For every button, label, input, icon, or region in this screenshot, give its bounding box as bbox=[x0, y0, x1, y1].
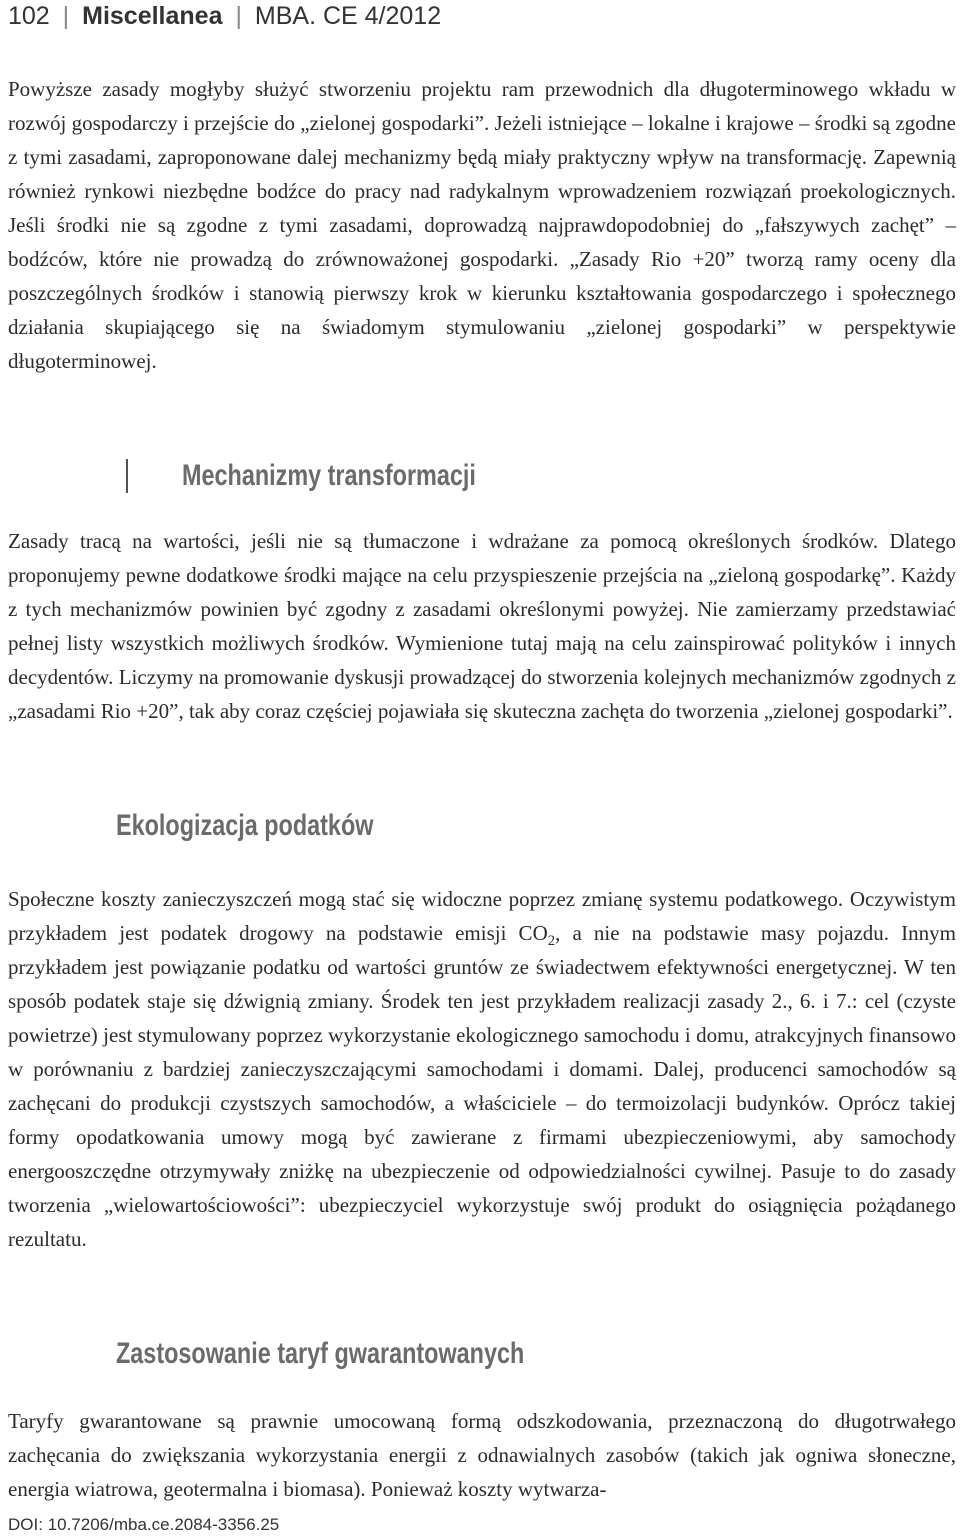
section-name: Miscellanea bbox=[82, 2, 223, 30]
heading-taryfy-gwarantowane: Zastosowanie taryf gwarantowanych bbox=[116, 1337, 525, 1370]
paragraph-mechanizmy: Zasady tracą na wartości, jeśli nie są tłumaczone i wdrażane za pomocą określonych środków. Dlatego proponujemy pewne dodatkowe środki mające na celu przyspieszenie przejścia na „zieloną gospodarkę”. Każdy z tych mechanizmów powinien być zgodny z zasadami określonymi powyżej. Nie zamierzamy przedstawiać pełnej listy wszystkich możliwych środków. Wymienione tutaj mają na celu zainspirować polityków i innych decydentów. Liczymy na promowanie dyskusji prowadzącej do stworzenia kolejnych mechanizmów zgodnych z „zasadami Rio +20”, tak aby coraz częściej pojawiała się skuteczna zachęta do tworzenia „zielonej gospodarki”. bbox=[8, 529, 956, 723]
heading-accent-bar bbox=[126, 459, 128, 493]
co2-subscript: 2 bbox=[547, 933, 556, 950]
paragraph-ekologizacja bbox=[8, 882, 956, 1256]
header-separator: | bbox=[62, 2, 70, 30]
running-head bbox=[8, 2, 441, 30]
doi-footer: DOI: 10.7206/mba.ce.2084-3356.25 bbox=[8, 1515, 280, 1534]
paragraph-ekologizacja-part1: Społeczne koszty zanieczyszczeń mogą stać się widoczne poprzez zmianę systemu podatkowego. Oczywistym przykładem jest podatek drogowy na podstawie emisji CO bbox=[8, 887, 956, 945]
paragraph-intro: Powyższe zasady mogłyby służyć stworzeniu projektu ram przewodnich dla długoterminowego wkładu w rozwój gospodarczy i przejście do „zielonej gospodarki”. Jeżeli istniejące – lokalne i krajowe – środki są zgodne z tymi zasadami, zaproponowane dalej mechanizmy będą miały praktyczny wpływ na transformację. Zapewnią również rynkowi niezbędne bodźce do pracy nad radykalnym wprowadzeniem rozwiązań proekologicznych. Jeśli środki nie są zgodne z tymi zasadami, doprowadzą najprawdopodobniej do „fałszywych zachęt” – bodźców, które nie prowadzą do zrównoważonej gospodarki. „Zasady Rio +20” tworzą ramy oceny dla poszczególnych środków i stanowią pierwszy krok w kierunku kształtowania gospodarczego i społecznego działania skupiającego się na świadomym stymulowaniu „zielonej gospodarki” w perspektywie długoterminowej. bbox=[8, 77, 956, 373]
paragraph-ekologizacja-part2: , a nie na podstawie masy pojazdu. Innym przykładem jest powiązanie podatku od wartości gruntów ze świadectwem efektywności energetycznej. W ten sposób podatek staje się dźwignią zmiany. Środek ten jest przykładem realizacji zasady 2., 6. i 7.: cel (czyste powietrze) jest stymulowany poprzez wykorzystanie ekologicznego samochodu i domu, atrakcyjnych finansowo w porównaniu z bardziej zanieczyszczającymi samochodami i domami. Dalej, producenci samochodów są zachęcani do produkcji czystszych samochodów, a właściciele – do termoizolacji budynków. Oprócz takiej formy opodatkowania umowy mogą być zawierane z firmami ubezpieczeniowymi, aby samochody energooszczędne otrzymywały zniżkę na ubezpieczenie od odpowiedzialności cywilnej. Pasuje to do zasady tworzenia „wielowartościowości”: ubezpieczyciel wykorzystuje swój produkt do osiągnięcia pożądanego rezultatu. bbox=[8, 921, 956, 1251]
publication-issue: MBA. CE 4/2012 bbox=[254, 2, 442, 30]
paragraph-taryfy: Taryfy gwarantowane są prawnie umocowaną formą odszkodowania, przeznaczoną do długotrwałego zachęcania do zwiększania wykorzystania energii z odnawialnych zasobów (takich jak ogniwa słoneczne, energia wiatrowa, geotermalna i biomasa). Ponieważ koszty wytwarza- bbox=[8, 1409, 956, 1501]
heading-ekologizacja-podatkow: Ekologizacja podatków bbox=[116, 809, 374, 842]
page-number: 102 bbox=[8, 2, 50, 30]
heading-mechanizmy-transformacji: Mechanizmy transformacji bbox=[182, 459, 476, 492]
header-separator-2: | bbox=[235, 2, 242, 30]
